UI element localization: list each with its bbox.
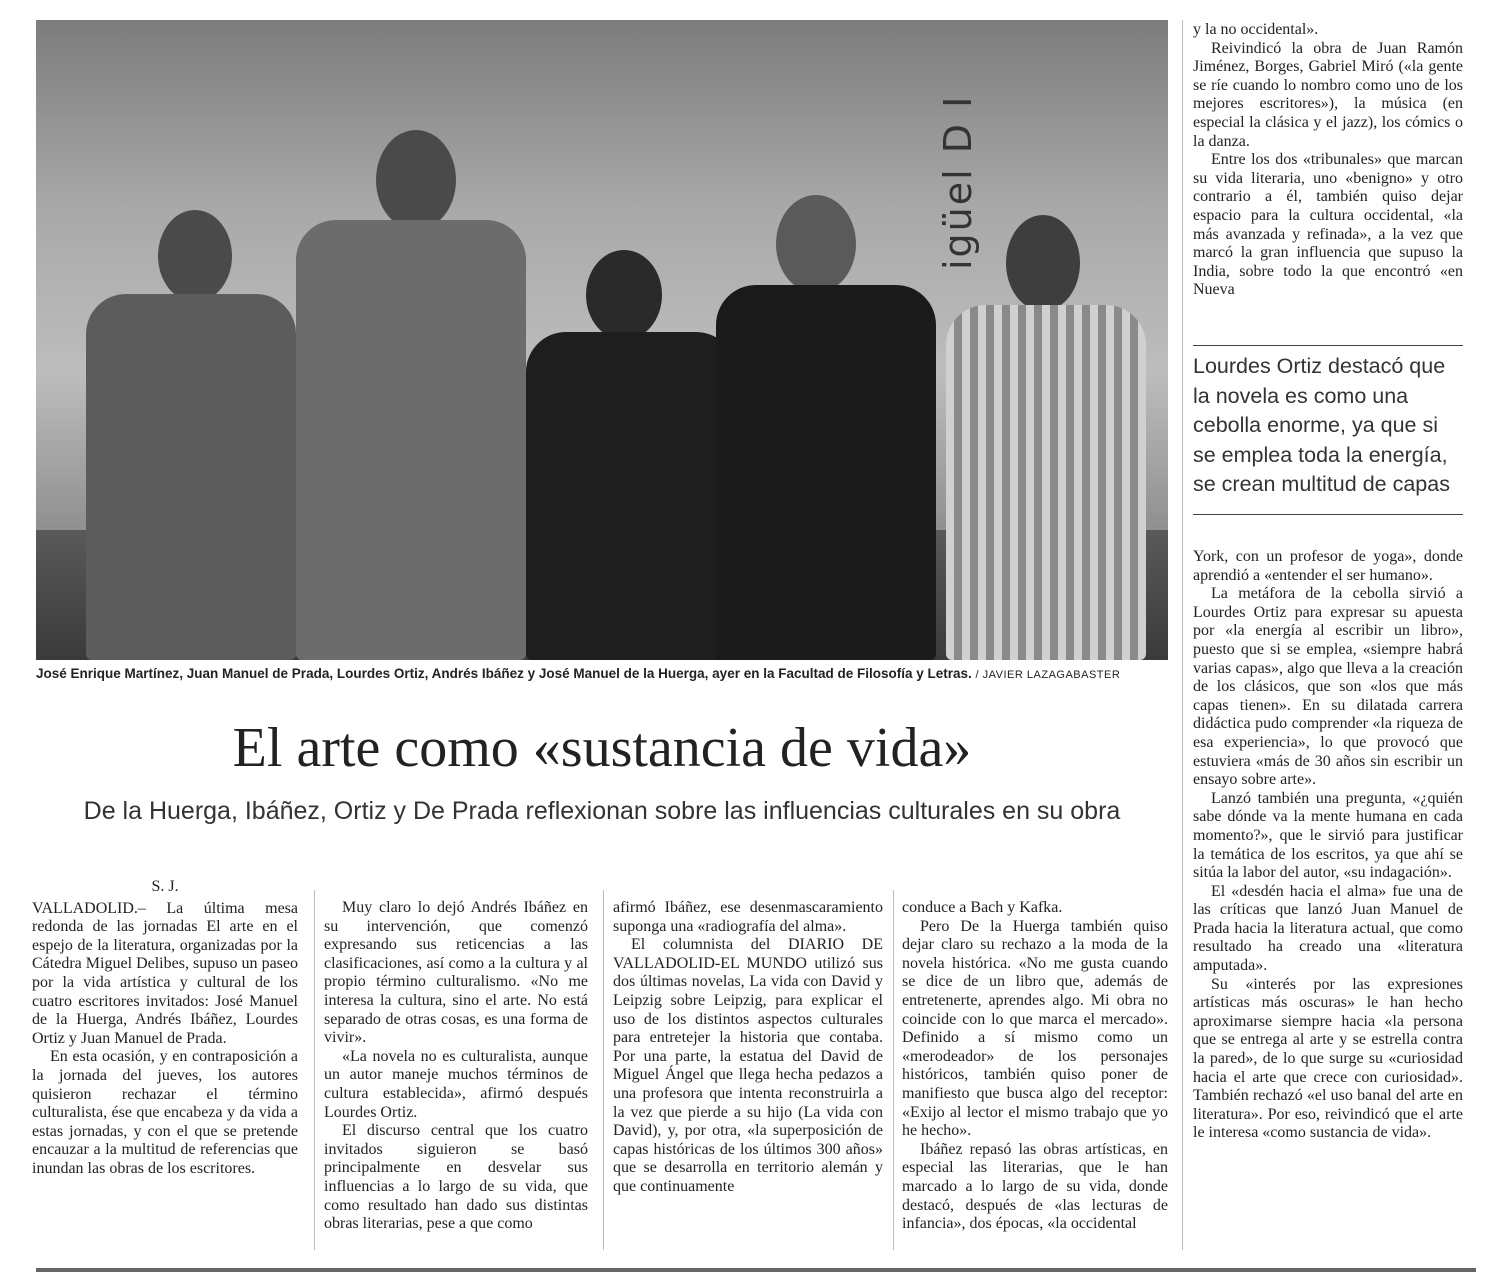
headline: El arte como «sustancia de vida» [232,717,972,779]
paragraph: conduce a Bach y Kafka. [902,899,1063,916]
paragraph: Muy claro lo dejó Andrés Ibáñez en su intervención, que comenzó expresando sus reticencias a las clasificaciones, así como a la cultura y al propio término culturalismo. «No me interesa la cultura, sino el arte. No está separado de otras cosas, es una forma de vivir». [324,899,588,1047]
column-separator [893,890,894,1250]
article-column-5-top [1193,21,1463,300]
article-column-3 [613,899,883,1197]
paragraph: York, con un profesor de yoga», donde aprendió a «entender el ser humano». [1193,548,1463,584]
paragraph: La metáfora de la cebolla sirvió a Lourdes Ortiz para expresar su apuesta por «la energía al escribir un libro», puesto que si se emplea, «siempre habrá varias capas», algo que lleva a la creación de los clásicos, que son «los que más capas tienen». En su dilatada carrera didáctica pudo comprender «la riqueza de esa experiencia», lo que provocó que estuviera «más de 30 años sin escribir un ensayo sobre arte». [1193,585,1463,789]
subheadline: De la Huerga, Ibáñez, Ortiz y De Prada reflexionan sobre las influencias culturales en su obra [83,797,1121,825]
column-separator [603,890,604,1250]
article-photo [36,20,1168,660]
pull-quote-text: Lourdes Ortiz destacó que la novela es como una cebolla enorme, ya que si se emplea toda la energía, se crean multitud de capas [1193,354,1450,496]
article-column-2 [324,899,588,1234]
article-column-4 [902,899,1168,1234]
paragraph: Ibáñez repasó las obras artísticas, en especial las literarias, que le han marcado a lo largo de su vida, donde destacó, después de «las lecturas de infancia», dos épocas, «la occidental [902,1140,1168,1233]
paragraph: y la no occidental». [1193,21,1319,38]
paragraph: VALLADOLID.– La última mesa redonda de las jornadas El arte en el espejo de la literatura, organizadas por la Cátedra Miguel Delibes, supuso un paseo por la vida artística y cultural de los cuatro escritores invitados: José Manuel de la Huerga, Andrés Ibáñez, Lourdes Ortiz y Juan Manuel de Prada. [32,899,298,1047]
paragraph: «La novela no es culturalista, aunque un autor maneje muchos términos de cultura establecida», afirmó después Lourdes Ortiz. [324,1047,588,1121]
paragraph: Lanzó también una pregunta, «¿quién sabe dónde va la mente humana en cada momento?», que le sirvió para justificar la temática de los escritos, ya que ahí se sitúa la labor del autor, «su indagación». [1193,789,1463,882]
photo-credit: / JAVIER LAZAGABASTER [975,669,1121,681]
photo-wall-lettering: igüel D I [936,94,980,270]
paragraph: afirmó Ibáñez, ese desenmascaramiento suponga una «radiografía del alma». [613,899,883,935]
article-column-5-bottom [1193,548,1463,1143]
paragraph: El discurso central que los cuatro invitados siguieron se basó principalmente en desvelar sus influencias a lo largo de su vida, que como resultado han dado sus distintas obras literarias, pese a que como [324,1122,588,1233]
paragraph: Reivindicó la obra de Juan Ramón Jiménez, Borges, Gabriel Miró («la gente se ríe cuando lo nombro como uno de los mejores escritores»), la música (en especial la clásica y el jazz), los cómics o la danza. [1193,39,1463,150]
page-bottom-rule [36,1268,1476,1272]
paragraph: El «desdén hacia el alma» fue una de las críticas que lanzó Juan Manuel de Prada hacia la literatura actual, que como resultado ha creado una «literatura amputada». [1193,882,1463,975]
article-column-1 [32,878,298,1179]
column-separator [314,890,315,1250]
person-jose-manuel-de-la-huerga [946,215,1146,660]
pull-quote-rule-bottom [1193,514,1463,515]
person-juan-manuel-de-prada [296,130,526,660]
paragraph: El columnista del DIARIO DE VALLADOLID-EL MUNDO utilizó sus dos últimas novelas, La vida con David y Leipzig sobre Leipzig, para explicar el uso de los distintos aspectos culturales para entretejer la historia que contaba. Por una parte, la estatua del David de Miguel Ángel que llega hecha pedazos a una profesora que intenta reconstruirla a la vez que pierde a su hijo (La vida con David), y, por otra, «la superposición de capas históricas de los últimos 300 años» que se desarrolla en territorio alemán y que continuamente [613,936,883,1195]
pull-quote [1193,352,1463,500]
pull-quote-rule-top [1193,345,1463,346]
caption-text: José Enrique Martínez, Juan Manuel de Prada, Lourdes Ortiz, Andrés Ibáñez y José Manuel de la Huerga, ayer en la Facultad de Filosofía y Letras. [36,666,972,681]
byline: S. J. [151,878,179,895]
paragraph: En esta ocasión, y en contraposición a la jornada del jueves, los autores quisieron rechazar el término culturalista, ése que encabeza y da vida a estas jornadas, y con el que se pretende encauzar a la multitud de referencias que inundan las obras de los escritores. [32,1048,298,1177]
paragraph: Pero De la Huerga también quiso dejar claro su rechazo a la moda de la novela histórica. «No me gusta cuando se dice de un libro que, además de entretenerte, aprendes algo. Mi obra no coincide con lo que marca el mercado». Definido a sí mismo como un «merodeador» de los personajes históricos, también quiso poner de manifiesto que busca algo del receptor: «Exijo al lector el mismo trabajo que yo he hecho». [902,917,1168,1140]
column-separator [1182,20,1183,1250]
person-andres-ibanez [716,195,936,660]
person-lourdes-ortiz [526,250,736,660]
paragraph: Su «interés por las expresiones artísticas más oscuras» le han hecho aproximarse siempre hacia «la persona que se entrega al arte y se estrella contra la pared», de lo que surge su «curiosidad hacia el arte que crece con curiosidad». También rechazó «el uso banal del arte en literatura». Por eso, reivindicó que el arte le interesa «como sustancia de vida». [1193,975,1463,1142]
photo-caption [36,666,1168,681]
person-jose-enrique-martinez [86,210,296,660]
paragraph: Entre los dos «tribunales» que marcan su vida literaria, uno «benigno» y otro contrario a él, también quiso dejar espacio para la cultura occidental, «la más avanzada y refinada», a la vez que marcó la gran influencia que supuso la India, sobre todo la que encontró «en Nueva [1193,151,1463,299]
